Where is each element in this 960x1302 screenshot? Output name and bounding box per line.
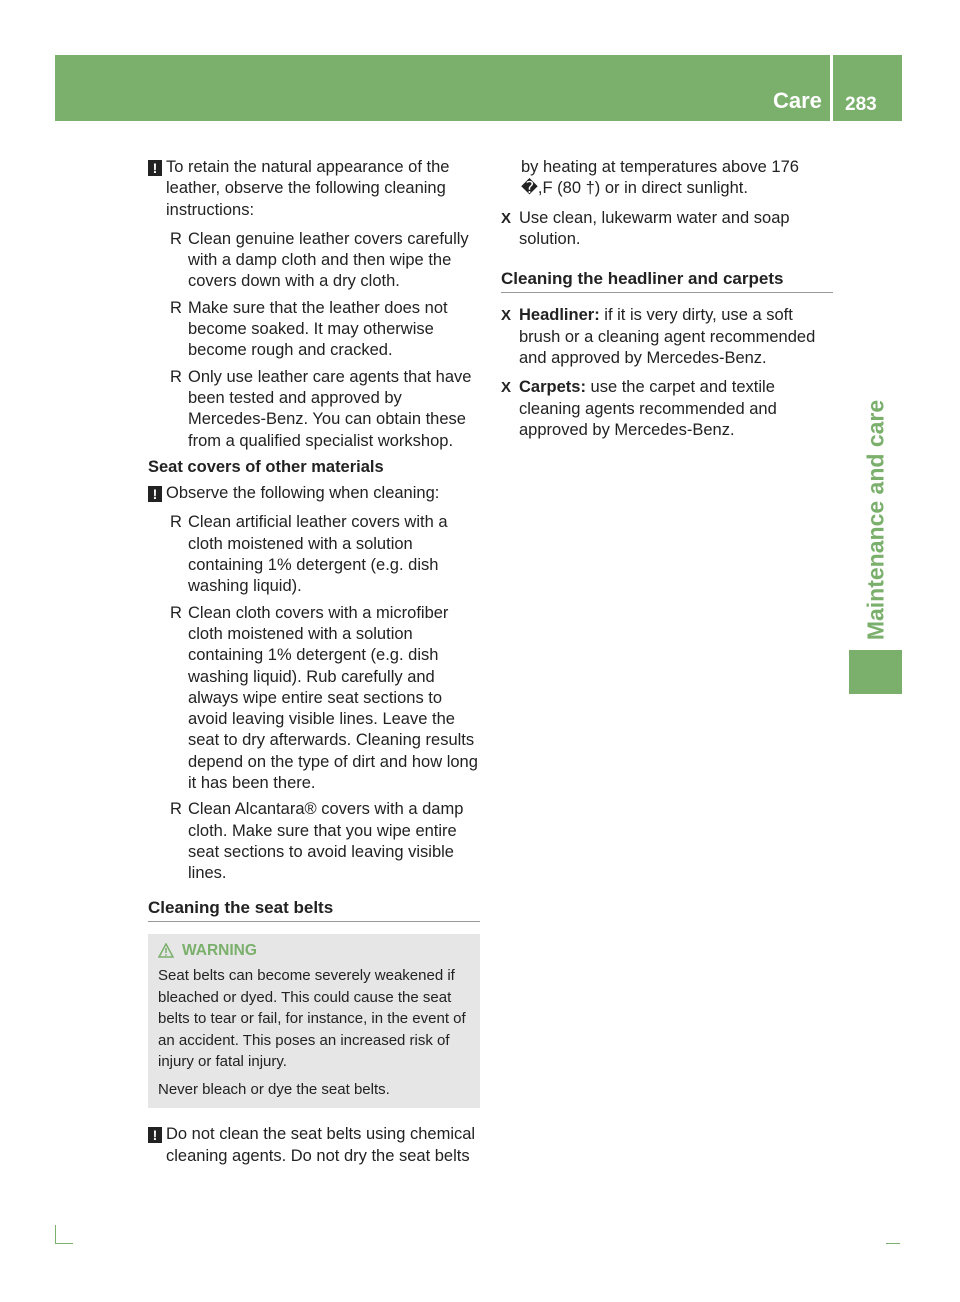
action-label: Headliner:	[519, 306, 600, 325]
list-item-text: Clean Alcantara® covers with a damp cloth. Make sure that you wipe entire seat sections to avoid leaving visible lines.	[188, 800, 464, 883]
note-text: Do not clean the seat belts using chemical cleaning agents. Do not dry the seat belts	[166, 1125, 476, 1165]
list-item-text: Clean genuine leather covers carefully with a damp cloth and then wipe the covers down with a dry cloth.	[188, 229, 469, 291]
action-item	[501, 208, 833, 251]
bullet-icon: R	[170, 367, 182, 386]
note-seat-belts	[148, 1124, 480, 1167]
action-text: use the carpet and textile cleaning agents recommended and approved by Mercedes-Benz.	[519, 378, 777, 439]
warning-text-2: Never bleach or dye the seat belts.	[158, 1080, 390, 1098]
list-item	[148, 799, 480, 884]
warning-title: WARNING	[182, 941, 257, 959]
list-item	[148, 229, 480, 293]
warning-text: Seat belts can become severely weakened if bleached or dyed. This could cause the seat belts to tear or fail, for instance, in the event of an accident. This poses an increased risk of injury or fatal injury.	[158, 967, 466, 1071]
list-item-text: Clean cloth covers with a microfiber cloth moistened with a solution containing 1% detergent (e.g. dish washing liquid). Rub carefully and always wipe entire seat sections to avoid leaving visible lines. Leave the seat to dry afterwards. Cleaning results depend on the type of dirt and how long it has been there.	[188, 603, 478, 793]
warning-title-row	[158, 940, 470, 962]
note-icon: !	[148, 160, 162, 176]
section-heading-seat-belts: Cleaning the seat belts	[148, 897, 480, 922]
section-heading-headliner: Cleaning the headliner and carpets	[501, 268, 833, 293]
crop-mark	[55, 1225, 56, 1243]
header-separator	[830, 55, 833, 121]
side-tab-marker	[849, 650, 902, 694]
list-item	[148, 367, 480, 452]
list-item	[148, 603, 480, 795]
warning-triangle-icon	[158, 943, 174, 958]
continuation-text: by heating at temperatures above 176 �,F (80 †) or in direct sunlight.	[521, 158, 799, 198]
action-item	[501, 377, 833, 441]
list-item-text: Make sure that the leather does not become soaked. It may otherwise become rough and cracked.	[188, 298, 448, 360]
warning-box	[148, 934, 480, 1109]
left-column	[148, 157, 480, 1175]
section-title: Care	[773, 88, 822, 113]
note-text: Observe the following when cleaning:	[166, 484, 440, 503]
note-icon: !	[148, 1127, 162, 1143]
bullet-icon: R	[170, 800, 182, 819]
side-tab-label: Maintenance and care	[862, 399, 889, 641]
note-leather	[148, 157, 480, 221]
list-item	[148, 298, 480, 362]
action-arrow-icon: X	[501, 379, 512, 397]
note-text: To retain the natural appearance of the leather, observe the following cleaning instructions:	[166, 158, 450, 219]
right-column	[501, 157, 833, 449]
list-item-text: Clean artificial leather covers with a cloth moistened with a solution containing 1% detergent (e.g. dish washing liquid).	[188, 513, 448, 596]
action-arrow-icon: X	[501, 307, 512, 325]
note-other-materials	[148, 483, 480, 504]
action-arrow-icon: X	[501, 209, 512, 227]
subheading: Seat covers of other materials	[148, 457, 384, 476]
bullet-icon: R	[170, 513, 182, 532]
action-item	[501, 305, 833, 369]
page-number: 283	[845, 94, 877, 115]
bullet-icon: R	[170, 603, 182, 622]
list-item-text: Only use leather care agents that have been tested and approved by Mercedes-Benz. You can obtain these from a qualified specialist workshop.	[188, 367, 472, 450]
note-icon: !	[148, 486, 162, 502]
action-label: Carpets:	[519, 378, 586, 397]
bullet-icon: R	[170, 298, 182, 317]
list-item	[148, 512, 480, 597]
crop-mark	[55, 1243, 73, 1244]
bullet-icon: R	[170, 229, 182, 248]
action-text: if it is very dirty, use a soft brush or a cleaning agent recommended and approved by Mercedes-Benz.	[519, 306, 816, 368]
crop-mark	[886, 1243, 900, 1244]
action-text: Use clean, lukewarm water and soap solution.	[519, 208, 790, 248]
